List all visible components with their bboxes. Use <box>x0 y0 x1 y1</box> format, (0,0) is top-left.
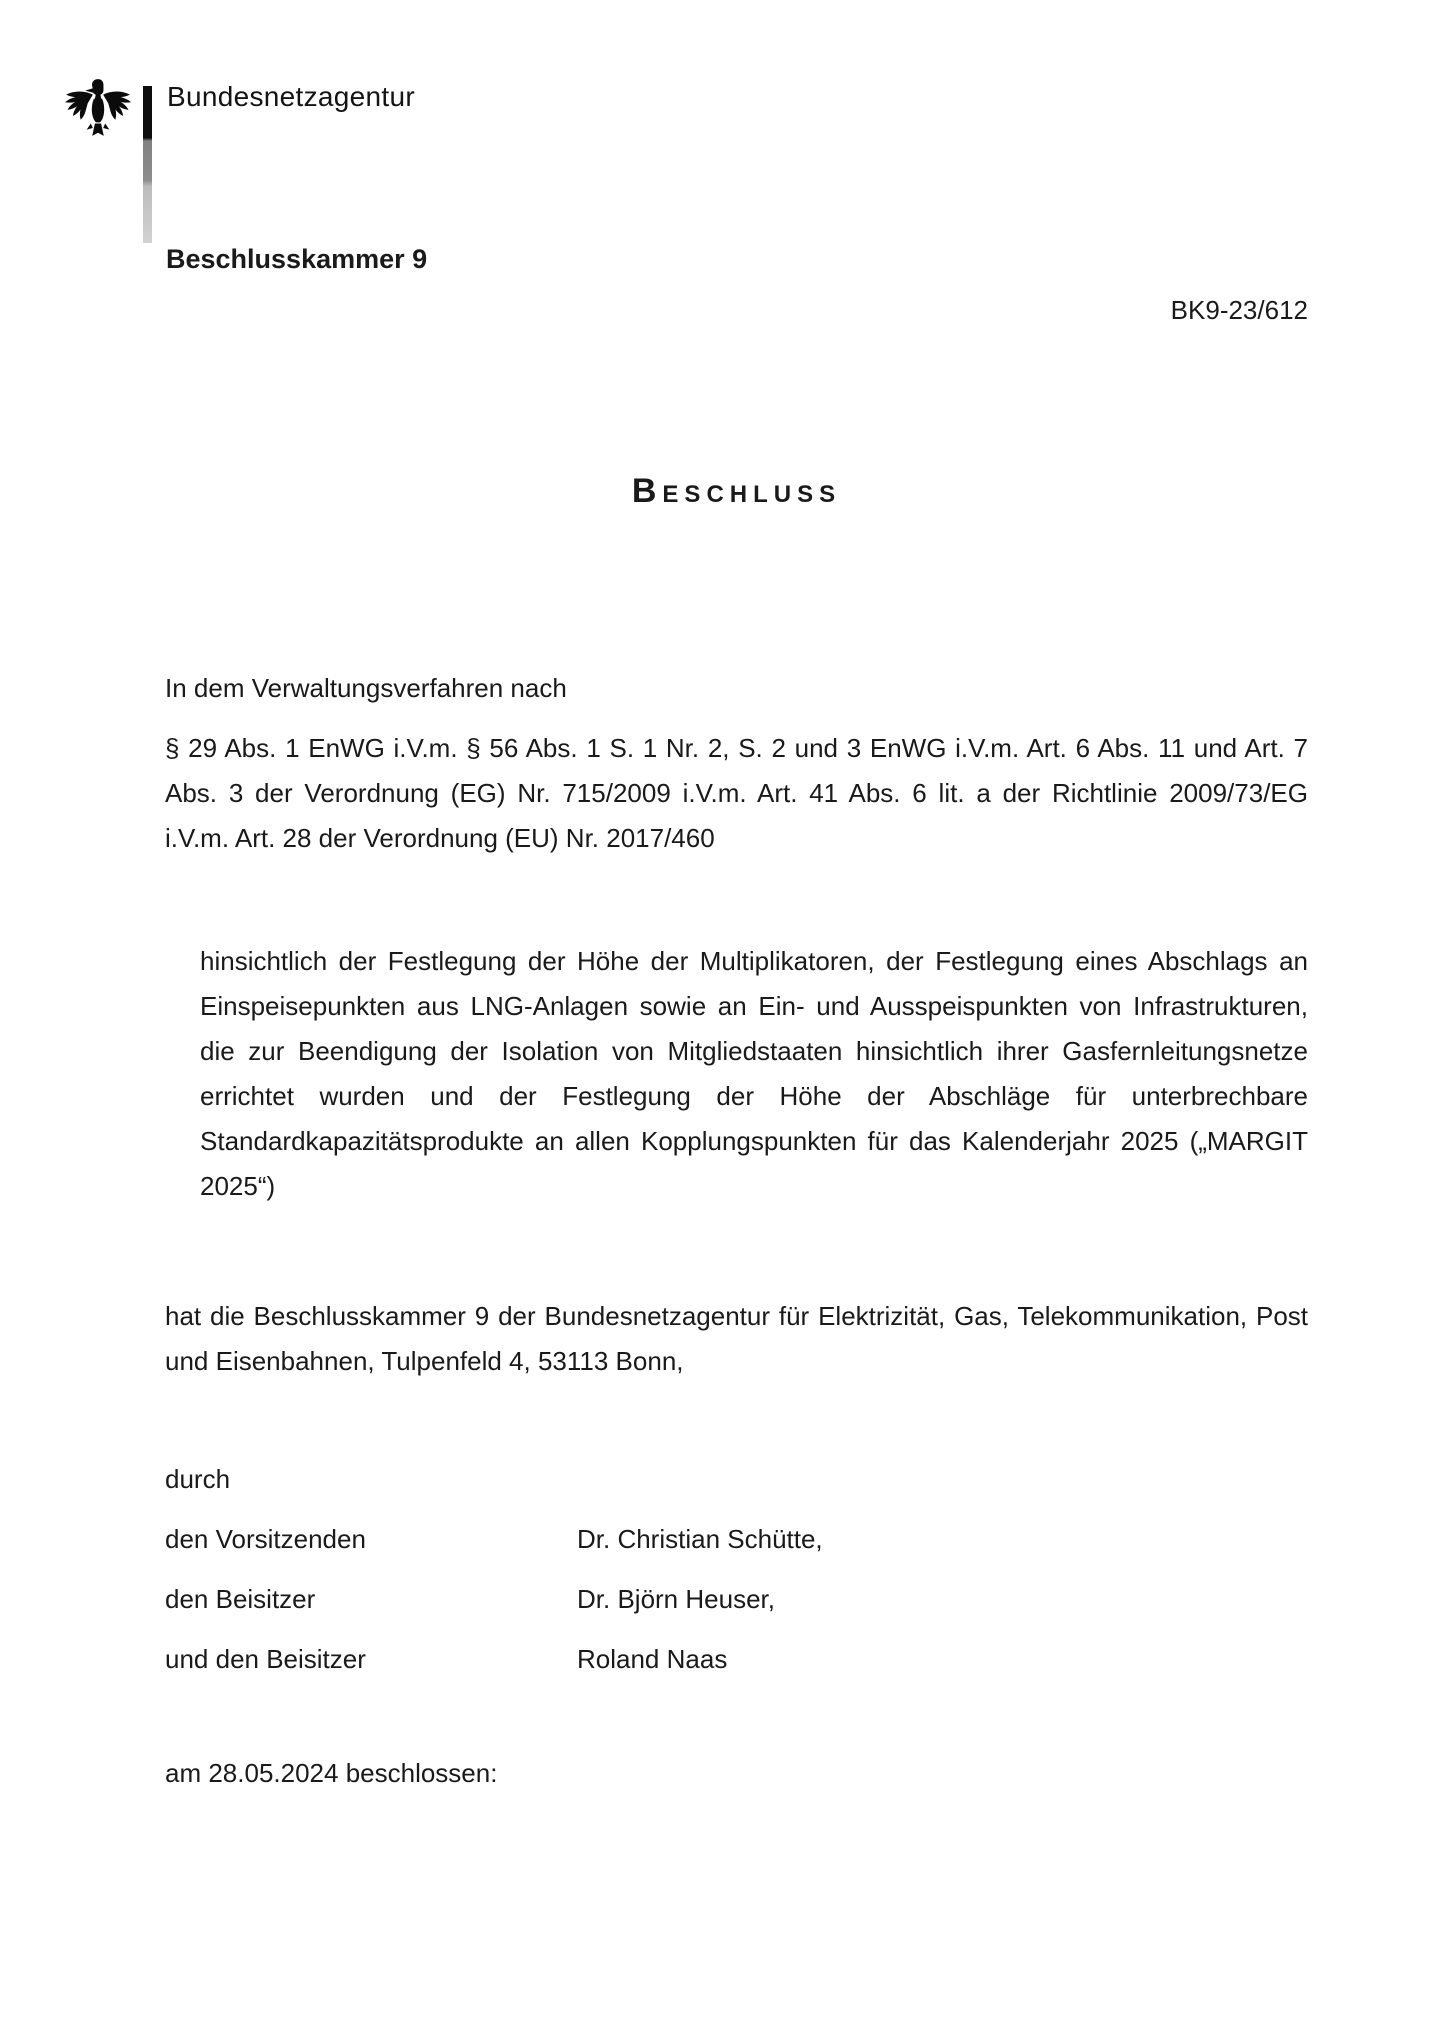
logo-vertical-bar <box>143 86 152 243</box>
federal-eagle-icon <box>64 78 132 138</box>
panel-role: und den Beisitzer <box>165 1644 366 1674</box>
subject-line: Einspeisepunkten aus LNG-Anlagen sowie an Ein- und Ausspeispunkten von Infrastrukturen, <box>200 991 1308 1021</box>
panel-role: den Vorsitzenden <box>165 1524 366 1554</box>
panel-row <box>165 1577 1308 1637</box>
panel-members <box>165 1517 1308 1697</box>
panel-row <box>165 1517 1308 1577</box>
through-label: durch <box>165 1464 231 1494</box>
legal-basis-paragraph <box>165 726 1308 861</box>
subject-line: errichtet wurden und der Festlegung der Höhe der Abschläge für unterbrechbare <box>200 1081 1308 1111</box>
decision-date-line: am 28.05.2024 beschlossen: <box>165 1758 498 1788</box>
subject-line: 2025“) <box>200 1171 276 1201</box>
chamber-statement-line: hat die Beschlusskammer 9 der Bundesnetzagentur für Elektrizität, Gas, Telekommunikation, Post <box>165 1301 1308 1331</box>
panel-row <box>165 1637 1308 1697</box>
case-number: BK9-23/612 <box>1170 295 1308 325</box>
panel-member-name: Roland Naas <box>577 1644 728 1674</box>
document-title: Beschluss <box>631 472 842 510</box>
subject-line: die zur Beendigung der Isolation von Mitgliedstaaten hinsichtlich ihrer Gasfernleitungsnetze <box>200 1036 1308 1066</box>
legal-basis-line: § 29 Abs. 1 EnWG i.V.m. § 56 Abs. 1 S. 1 Nr. 2, S. 2 und 3 EnWG i.V.m. Art. 6 Abs. 11 und Art. 7 <box>165 733 1308 763</box>
chamber-statement <box>165 1294 1308 1384</box>
legal-basis-line: i.V.m. Art. 28 der Verordnung (EU) Nr. 2017/460 <box>165 823 715 853</box>
agency-name: Bundesnetzagentur <box>167 81 415 112</box>
panel-member-name: Dr. Björn Heuser, <box>577 1584 775 1614</box>
subject-paragraph <box>200 939 1308 1209</box>
intro-line: In dem Verwaltungsverfahren nach <box>165 673 567 703</box>
panel-role: den Beisitzer <box>165 1584 316 1614</box>
subject-line: Standardkapazitätsprodukte an allen Kopplungspunkten für das Kalenderjahr 2025 („MARGIT <box>200 1126 1308 1156</box>
legal-basis-line: Abs. 3 der Verordnung (EG) Nr. 715/2009 i.V.m. Art. 41 Abs. 6 lit. a der Richtlinie 2009/73/EG <box>165 778 1308 808</box>
chamber-statement-line: und Eisenbahnen, Tulpenfeld 4, 53113 Bonn, <box>165 1346 684 1376</box>
panel-member-name: Dr. Christian Schütte, <box>577 1524 823 1554</box>
chamber-heading: Beschlusskammer 9 <box>166 244 428 274</box>
subject-line: hinsichtlich der Festlegung der Höhe der Multiplikatoren, der Festlegung eines Abschlags an <box>200 946 1308 976</box>
